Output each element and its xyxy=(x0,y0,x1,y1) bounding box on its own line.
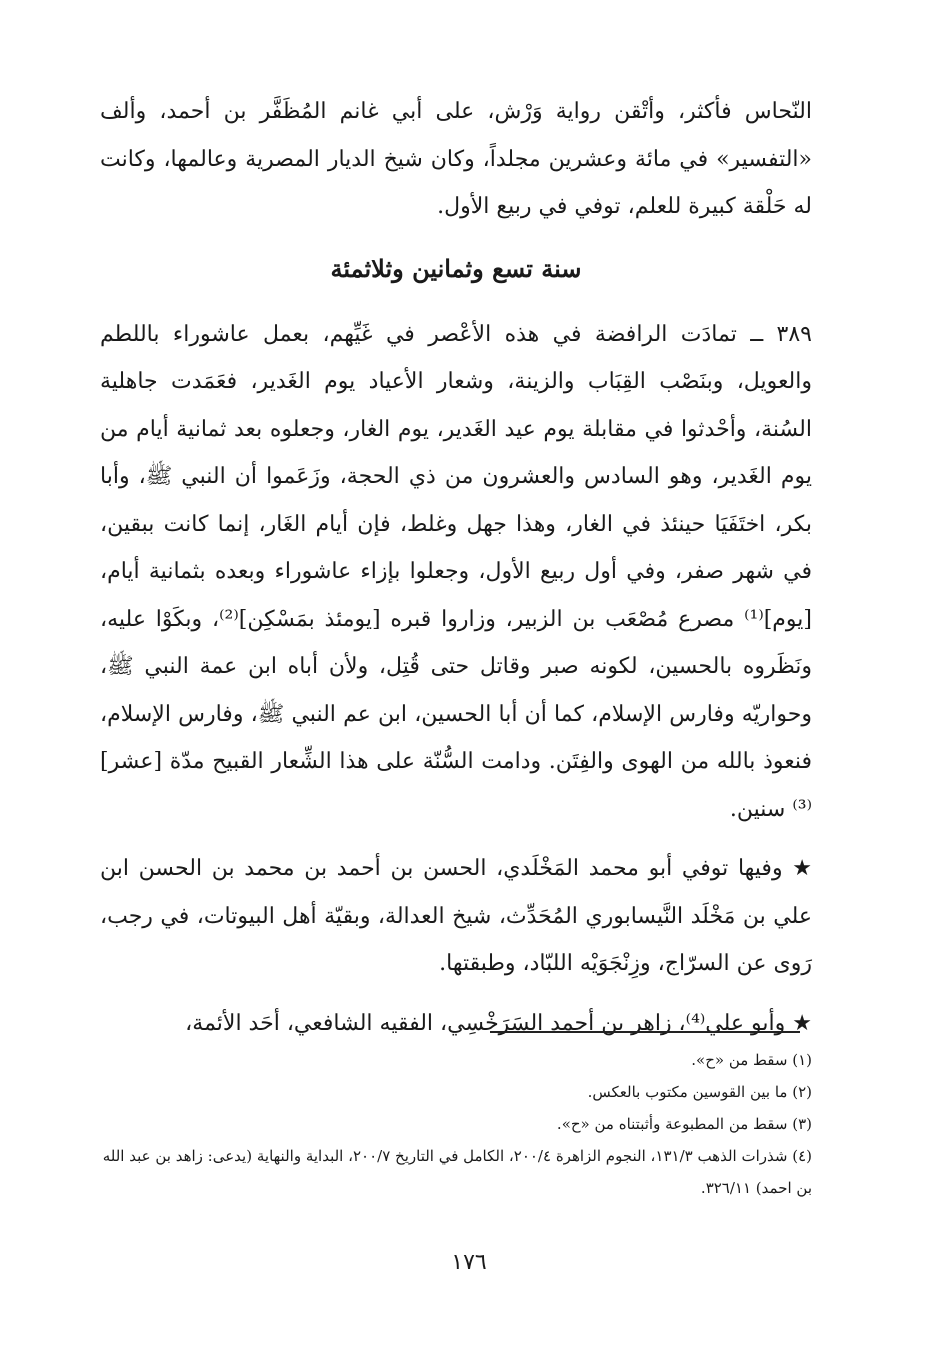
footnote-4: (٤) شذرات الذهب ١٣١/٣، النجوم الزاهرة ٢٠٠/٤، الكامل في التاريخ ٢٠٠/٧، البداية والنهاية (يدعى: زاهد بن عبد الله بن احمد) ٣٢٦/١١. xyxy=(102,1147,812,1197)
section-heading-year-389: سنة تسع وثمانين وثلاثمئة xyxy=(330,253,582,283)
paragraph-obituary-zahir: ★ وأبو علي⁽⁴⁾، زاهر بن أحمد السَرَخْسِي، الفقيه الشافعي، أحَد الأئمة، xyxy=(185,1010,812,1036)
footnote-3: (٣) سقط من المطبوعة وأثبتناه من «ح». xyxy=(556,1115,812,1133)
page-number: ١٧٦ xyxy=(451,1250,487,1275)
footnotes xyxy=(100,1044,812,1204)
paragraph-obituary-makhladi: ★ وفيها توفي أبو محمد المَخْلَدي، الحسن بن أحمد بن محمد بن الحسن ابن علي بن مَخْلَد النَّيسابوري المُحَدِّث، شيخ العدالة، وبقيّة أهل البيوتات، في رجب، رَوى عن السرّاج، وزِنْجَوَيْه اللبّاد، وطبقتها. xyxy=(100,856,812,976)
paragraph-entry-389: ٣٨٩ ــ تمادَت الرافضة في هذه الأعْصر في غَيِّهم، بعمل عاشوراء باللطم والعويل، وبنَصْب القِبَاب والزينة، وشعار الأعياد يوم الغَدير، فعَمَدت جاهلية السُنة، وأحْدثوا في مقابلة يوم عيد الغَدير، يوم الغار، وجعلوه بعد ثمانية أيام من يوم الغَدير، وهو السادس والعشرون من ذي الحجة، وزَعَموا أن النبي ﷺ، وأبا بكر، اختَفَيَا حينئذ في الغار، وهذا جهل وغلط، فإن أيام الغَار، إنما كانت ببقين، في شهر صفر، وفي أول ربيع الأول، وجعلوا بإزاء عاشوراء وبعده بثمانية أيام، [يوم]⁽¹⁾ مصرع مُصْعَب بن الزبير، وزاروا قبره [يومئذ بمَسْكِن]⁽²⁾، وبكَوْا عليه، ونَظَروه بالحسين، لكونه صبر وقاتل حتى قُتِل، ولأن أباه ابن عمة النبي ﷺ، وحواريّه وفارس الإسلام، كما أن أبا الحسين، ابن عم النبي ﷺ، وفارس الإسلام، فنعوذ بالله من الهوى والفِتَن. ودامت السُّنّة على هذا الشِّعار القبيح مدّة [عشر]⁽³⁾ سنين. xyxy=(100,321,812,822)
footnote-separator xyxy=(490,1031,800,1033)
footnote-1: (١) سقط من «ح». xyxy=(691,1051,812,1069)
paragraph-continuation: النّحاس فأكثر، وأتْقن رواية وَرْش، على أبي غانم المُظَفَّر بن أحمد، وألف «التفسير» في مائة وعشرين مجلداً، وكان شيخ الديار المصرية وعالمها، وكانت له حَلْقة كبيرة للعلم، توفي في ربيع الأول. xyxy=(100,99,812,219)
footnote-2: (٢) ما بين القوسين مكتوب بالعكس. xyxy=(587,1083,812,1101)
page-body xyxy=(100,88,812,1047)
